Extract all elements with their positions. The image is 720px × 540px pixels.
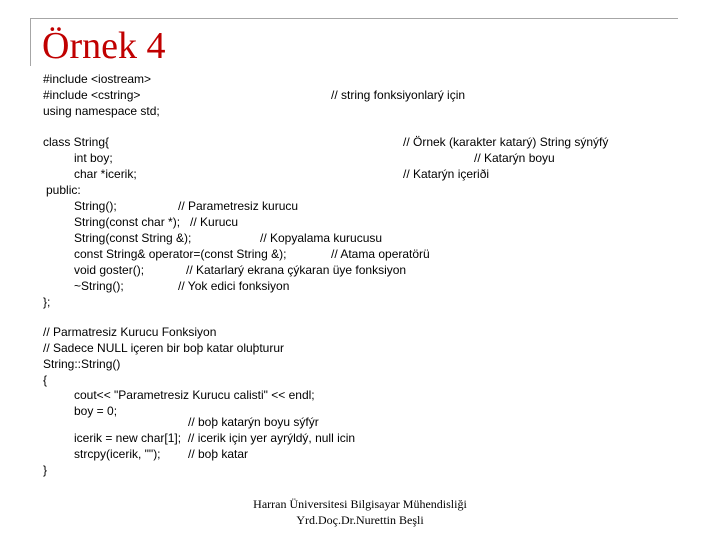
code-line-cout: cout<< "Parametresiz Kurucu calisti" << endl;	[74, 388, 315, 402]
code-comment-class: // Örnek (karakter katarý) String sýnýfý	[403, 135, 609, 149]
code-line-public: public:	[46, 183, 81, 197]
code-comment-strcpy: // boþ katar	[188, 447, 249, 461]
footer-university: Harran Üniversitesi Bilgisayar Mühendisliği	[253, 497, 467, 511]
code-line-assignment-operator: const String& operator=(const String &);	[74, 247, 287, 261]
code-comment-constructor-title: // Parmatresiz Kurucu Fonksiyon	[43, 325, 217, 339]
slide-footer	[0, 496, 720, 528]
code-line-using-namespace: using namespace std;	[43, 104, 160, 118]
code-line-class-string: class String{	[43, 135, 110, 149]
code-comment-boy-zero: // boþ katarýn boyu sýfýr	[188, 415, 319, 429]
code-comment-copy-constructor: // Kopyalama kurucusu	[260, 231, 383, 245]
footer-author: Yrd.Doç.Dr.Nurettin Beşli	[296, 513, 424, 527]
code-line-destructor: ~String();	[74, 279, 124, 293]
code-line-open-brace: {	[43, 373, 48, 387]
code-line-icerik-new: icerik = new char[1]; // icerik için yer ayrýldý, null icin	[74, 431, 356, 445]
code-comment-assignment-operator: // Atama operatörü	[331, 247, 430, 261]
code-line-default-constructor: String();	[74, 199, 117, 213]
slide-frame-left-line	[30, 18, 31, 66]
code-comment-destructor: // Yok edici fonksiyon	[178, 279, 290, 293]
code-line-include-iostream: #include <iostream>	[43, 72, 152, 86]
code-line-close-brace: }	[43, 463, 48, 477]
slide-frame-top-line	[30, 18, 678, 19]
code-line-goster: void goster();	[74, 263, 145, 277]
code-comment-constructor-desc: // Sadece NULL içeren bir boþ katar oluþturur	[43, 341, 285, 355]
code-comment-icerik: // Katarýn içeriði	[403, 167, 490, 181]
code-line-strcpy: strcpy(icerik, "");	[74, 447, 161, 461]
code-line-char-icerik: char *icerik;	[74, 167, 137, 181]
slide-title: Örnek 4	[42, 25, 166, 67]
code-comment-string-functions: // string fonksiyonlarý için	[331, 88, 466, 102]
code-line-boy-zero: boy = 0;	[74, 404, 118, 418]
code-line-constructor-definition: String::String()	[43, 357, 121, 371]
code-line-constructor: String(const char *); // Kurucu	[74, 215, 239, 229]
code-comment-default-constructor: // Parametresiz kurucu	[178, 199, 299, 213]
code-line-include-cstring: #include <cstring>	[43, 88, 141, 102]
code-line-copy-constructor: String(const String &);	[74, 231, 192, 245]
code-line-class-end: };	[43, 295, 51, 309]
code-comment-goster: // Katarlarý ekrana çýkaran üye fonksiyon	[186, 263, 407, 277]
code-comment-boy: // Katarýn boyu	[474, 151, 555, 165]
code-line-int-boy: int boy;	[74, 151, 113, 165]
